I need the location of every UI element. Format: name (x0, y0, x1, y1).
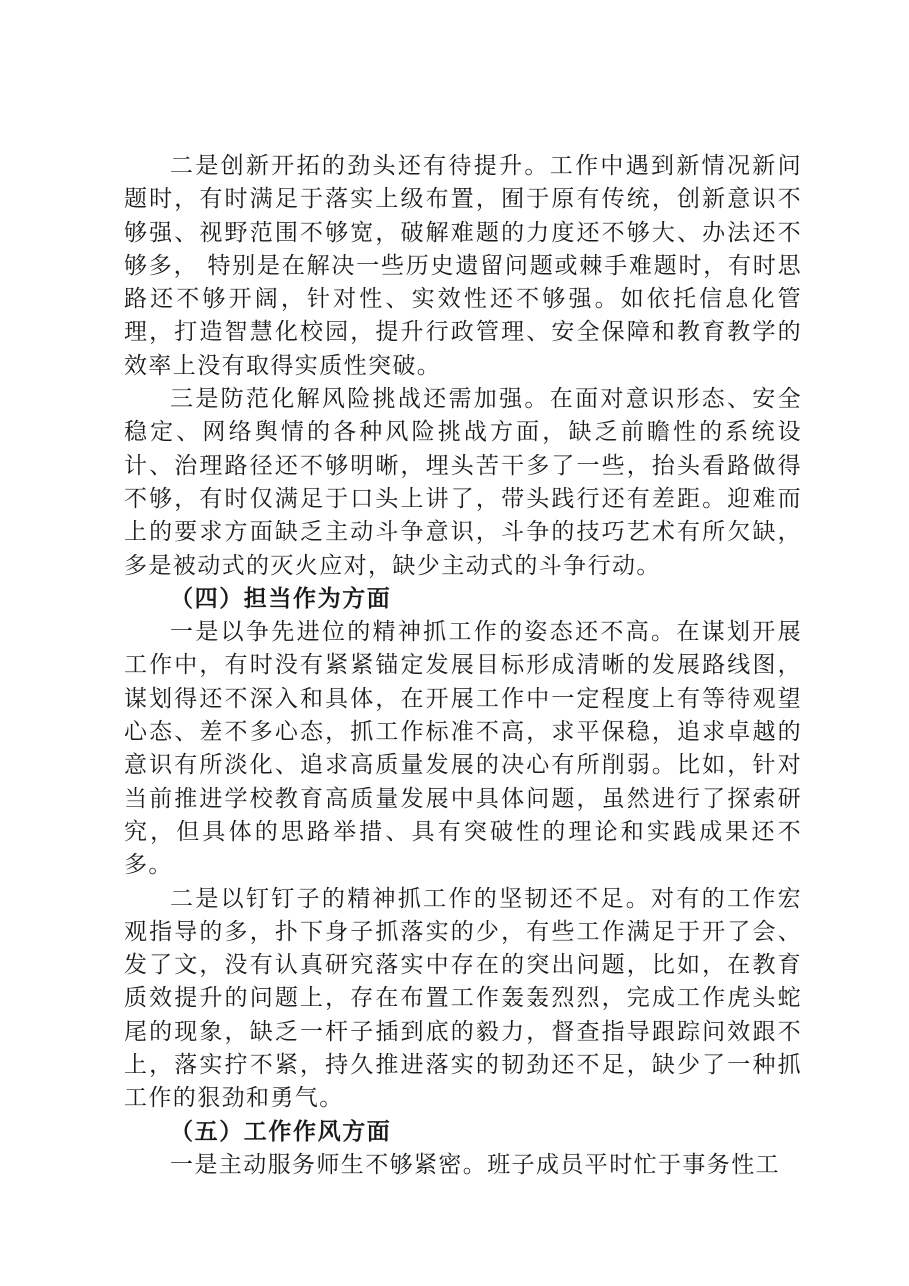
paragraph-risk-prevention: 三是防范化解风险挑战还需加强。在面对意识形态、安全稳定、网络舆情的各种风险挑战方面，缺乏前瞻性的系统设计、治理路径还不够明晰，埋头苦干多了一些，抬头看路做得不够，有时仅满足于口头上讲了，带头践行还有差距。迎难而上的要求方面缺乏主动斗争意识，斗争的技巧艺术有所欠缺，多是被动式的灭火应对，缺少主动式的斗争行动。 (124, 386, 802, 579)
paragraph-striving-spirit: 一是以争先进位的精神抓工作的姿态还不高。在谋划开展工作中，有时没有紧紧锚定发展目标形成清晰的发展路线图，谋划得还不深入和具体，在开展工作中一定程度上有等待观望心态、差不多心态，抓工作标准不高，求平保稳，追求卓越的意识有所淡化、追求高质量发展的决心有所削弱。比如，针对当前推进学校教育高质量发展中具体问题，虽然进行了探索研究，但具体的思路举措、具有突破性的理论和实践成果还不多。 (124, 619, 802, 879)
paragraph-service: 一是主动服务师生不够紧密。班子成员平时忙于事务性工 (170, 1151, 780, 1178)
section-heading-work-style: （五）工作作风方面 (170, 1118, 392, 1145)
section-heading-responsibility: （四）担当作为方面 (170, 585, 392, 612)
paragraph-perseverance: 二是以钉钉子的精神抓工作的坚韧还不足。对有的工作宏观指导的多，扑下身子抓落实的少，有些工作满足于开了会、发了文，没有认真研究落实中存在的突出问题，比如，在教育质效提升的问题上，存在布置工作轰轰烈烈，完成工作虎头蛇尾的现象，缺乏一杆子插到底的毅力，督查指导跟踪问效跟不上，落实拧不紧，持久推进落实的韧劲还不足，缺少了一种抓工作的狠劲和勇气。 (124, 885, 802, 1112)
document-body (124, 150, 802, 1182)
paragraph-innovation: 二是创新开拓的劲头还有待提升。工作中遇到新情况新问题时，有时满足于落实上级布置，囿于原有传统，创新意识不够强、视野范围不够宽，破解难题的力度还不够大、办法还不够多， 特别是在解决一些历史遗留问题或棘手难题时，有时思路还不够开阔，针对性、实效性还不够强。如依托信息化管理，打造智慧化校园，提升行政管理、安全保障和教育教学的效率上没有取得实质性突破。 (124, 153, 802, 379)
